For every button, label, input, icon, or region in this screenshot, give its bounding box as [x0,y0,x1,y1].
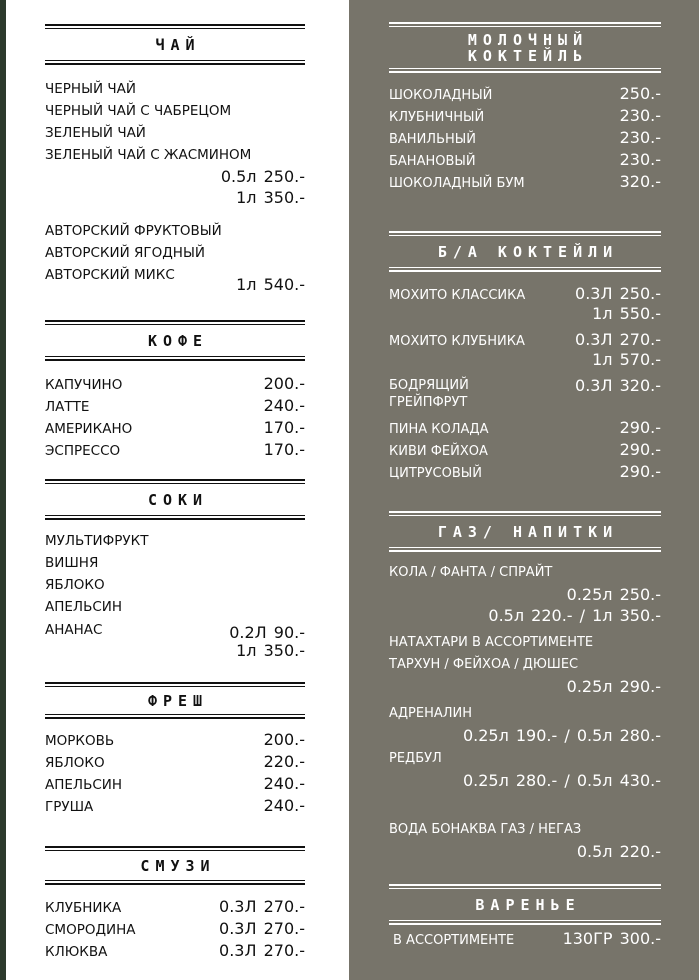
soda-section [389,511,661,862]
item-price: 0.3Л 270.- [219,897,305,916]
item-name: КЛУБНИКА [45,900,122,916]
item-price: 0.25л 250.- [566,585,661,604]
item-name: ЭСПРЕССО [45,443,121,459]
fresh-header [45,682,305,719]
item-price: 240.- [263,796,305,815]
item-price: 200.- [263,730,305,749]
soda-title: ГАЗ/ НАПИТКИ [437,523,619,541]
item-price: 0.3Л 270.- [219,919,305,938]
item-name: ГРУША [45,799,94,815]
coffee-title: КОФЕ [147,332,209,350]
fresh-section [45,682,305,817]
item-price: 130ГР 300.- [562,929,661,948]
item-price: 0.25л 190.- / 0.5л 280.- [462,726,661,745]
item-name: ШОКОЛАДНЫЙ [389,88,493,103]
item-name: АВТОРСКИЙ МИКС [45,267,175,283]
item-name: ЯБЛОКО [45,755,105,771]
item-price: 1л 570.- [592,350,661,369]
jam-header [389,884,661,925]
jam-section [389,884,661,950]
item-name: БАНАНОВЫЙ [389,154,476,169]
tea-header [45,24,305,65]
item-price: 240.- [263,396,305,415]
menu-item-row [45,729,305,751]
item-price: 170.- [263,440,305,459]
fresh-title: ФРЕШ [147,692,209,710]
item-price: 290.- [619,418,661,437]
item-price: 0.25л 280.- / 0.5л 430.- [462,771,661,790]
jam-title: ВАРЕНЬЕ [475,896,581,914]
item-price: 230.- [619,106,661,125]
item-price: 320.- [619,172,661,191]
item-price: 230.- [619,150,661,169]
menu-item-row [45,773,305,795]
menu-item: ЧЕРНЫЙ ЧАЙ [45,81,136,97]
menu-item: НАТАХТАРИ В АССОРТИМЕНТЕ [389,635,594,650]
item-name: ШОКОЛАДНЫЙ БУМ [389,176,525,191]
item-price: 0.5л 220.- [576,842,661,861]
menu-item-row [45,918,305,940]
item-name: АНАНАС [45,622,103,638]
item-name: КЛЮКВА [45,944,108,960]
milkshake-header [389,22,661,73]
menu-item-row [389,149,661,171]
item-price: 230.- [619,128,661,147]
menu-item: КОЛА / ФАНТА / СПРАЙТ [389,565,553,580]
menu-item-row [389,127,661,149]
menu-item-row [45,395,305,417]
na-cocktails-title: Б/А КОКТЕЙЛИ [437,243,619,261]
item-name-line1: БОДРЯЩИЙ [389,378,469,393]
milkshake-title-line2: КОКТЕЙЛЬ [467,47,589,65]
menu-item: ВИШНЯ [45,555,99,571]
left-edge-decoration [0,0,6,980]
item-name: АПЕЛЬСИН [45,777,123,793]
smoothie-title: СМУЗИ [140,857,216,875]
menu-item-row [389,83,661,105]
item-price: 0.3Л 250.- [575,284,661,303]
item-price: 290.- [619,462,661,481]
soda-header [389,511,661,552]
item-price: 0.3Л 270.- [219,941,305,960]
menu-item-row [45,373,305,395]
milkshake-title [389,27,661,68]
coffee-section [45,320,305,461]
item-price: 0.3Л 320.- [575,376,661,395]
right-menu-column [349,0,699,980]
menu-item: МУЛЬТИФРУКТ [45,533,149,549]
menu-item-row [389,461,661,483]
menu-item-row [389,329,661,351]
item-price: 220.- [263,752,305,771]
item-price: 1л 550.- [592,304,661,323]
menu-item: АПЕЛЬСИН [45,599,123,615]
menu-item-row [45,896,305,918]
menu-item-row [45,751,305,773]
item-price: 0.25л 290.- [566,677,661,696]
item-price: 250.- [619,84,661,103]
menu-item: АВТОРСКИЙ ФРУКТОВЫЙ [45,223,222,239]
menu-item: АДРЕНАЛИН [389,706,473,721]
menu-item-row [389,283,661,305]
item-price: 0.2Л 90.- [229,623,305,642]
item-price: 200.- [263,374,305,393]
menu-item-row [45,439,305,461]
menu-item: ВОДА БОНАКВА ГАЗ / НЕГАЗ [389,822,582,837]
item-name: АМЕРИКАНО [45,421,133,437]
item-name: СМОРОДИНА [45,922,136,938]
item-name: МОХИТО КЛАССИКА [389,288,526,303]
tea-title: ЧАЙ [155,36,201,54]
menu-item: ЗЕЛЕНЫЙ ЧАЙ [45,125,146,141]
menu-item-row [389,928,661,950]
item-name: В АССОРТИМЕНТЕ [393,933,515,948]
menu-item: РЕДБУЛ [389,751,442,766]
menu-item: ЗЕЛЕНЫЙ ЧАЙ С ЖАСМИНОМ [45,147,252,163]
item-price: 0.5л 220.- / 1л 350.- [488,606,661,625]
milkshake-title-line1: МОЛОЧНЫЙ [467,31,589,49]
tea-section [45,24,305,295]
item-price: 1л 350.- [236,641,305,660]
item-price: 1л 350.- [236,188,305,207]
item-name: ЦИТРУСОВЫЙ [389,466,482,481]
item-name-line2: ГРЕЙПФРУТ [389,395,468,410]
juices-section [45,479,305,661]
na-cocktails-section [389,231,661,483]
juices-header [45,479,305,520]
item-name: МОХИТО КЛУБНИКА [389,334,525,349]
item-name: ЛАТТЕ [45,399,90,415]
menu-item-row [45,417,305,439]
menu-item-row [45,795,305,817]
left-menu-column [0,0,349,980]
item-price: 170.- [263,418,305,437]
menu-item-row [45,618,305,640]
milkshake-section [389,22,661,193]
item-price: 290.- [619,440,661,459]
item-name: ПИНА КОЛАДА [389,422,489,437]
juices-title: СОКИ [147,491,209,509]
menu-item: АВТОРСКИЙ ЯГОДНЫЙ [45,245,205,261]
menu-item: ТАРХУН / ФЕЙХОА / ДЮШЕС [389,657,579,672]
item-price: 240.- [263,774,305,793]
item-name [389,377,469,411]
smoothie-header [45,846,305,885]
item-name: КЛУБНИЧНЫЙ [389,110,485,125]
menu-item-row [389,417,661,439]
menu-item-row [389,171,661,193]
item-name: ВАНИЛЬНЫЙ [389,132,476,147]
coffee-header [45,320,305,361]
item-name: МОРКОВЬ [45,733,115,749]
menu-item-row [389,377,661,417]
item-price: 0.3Л 270.- [575,330,661,349]
item-name: КАПУЧИНО [45,377,123,393]
menu-item: ЧЕРНЫЙ ЧАЙ С ЧАБРЕЦОМ [45,103,232,119]
smoothie-section [45,846,305,962]
item-price: 0.5л 250.- [220,167,305,186]
menu-item-row [389,439,661,461]
menu-item-row [45,940,305,962]
item-price: 1л 540.- [236,275,305,294]
menu-item-row [389,105,661,127]
menu-item: ЯБЛОКО [45,577,105,593]
na-cocktails-header [389,231,661,272]
item-name: КИВИ ФЕЙХОА [389,444,488,459]
